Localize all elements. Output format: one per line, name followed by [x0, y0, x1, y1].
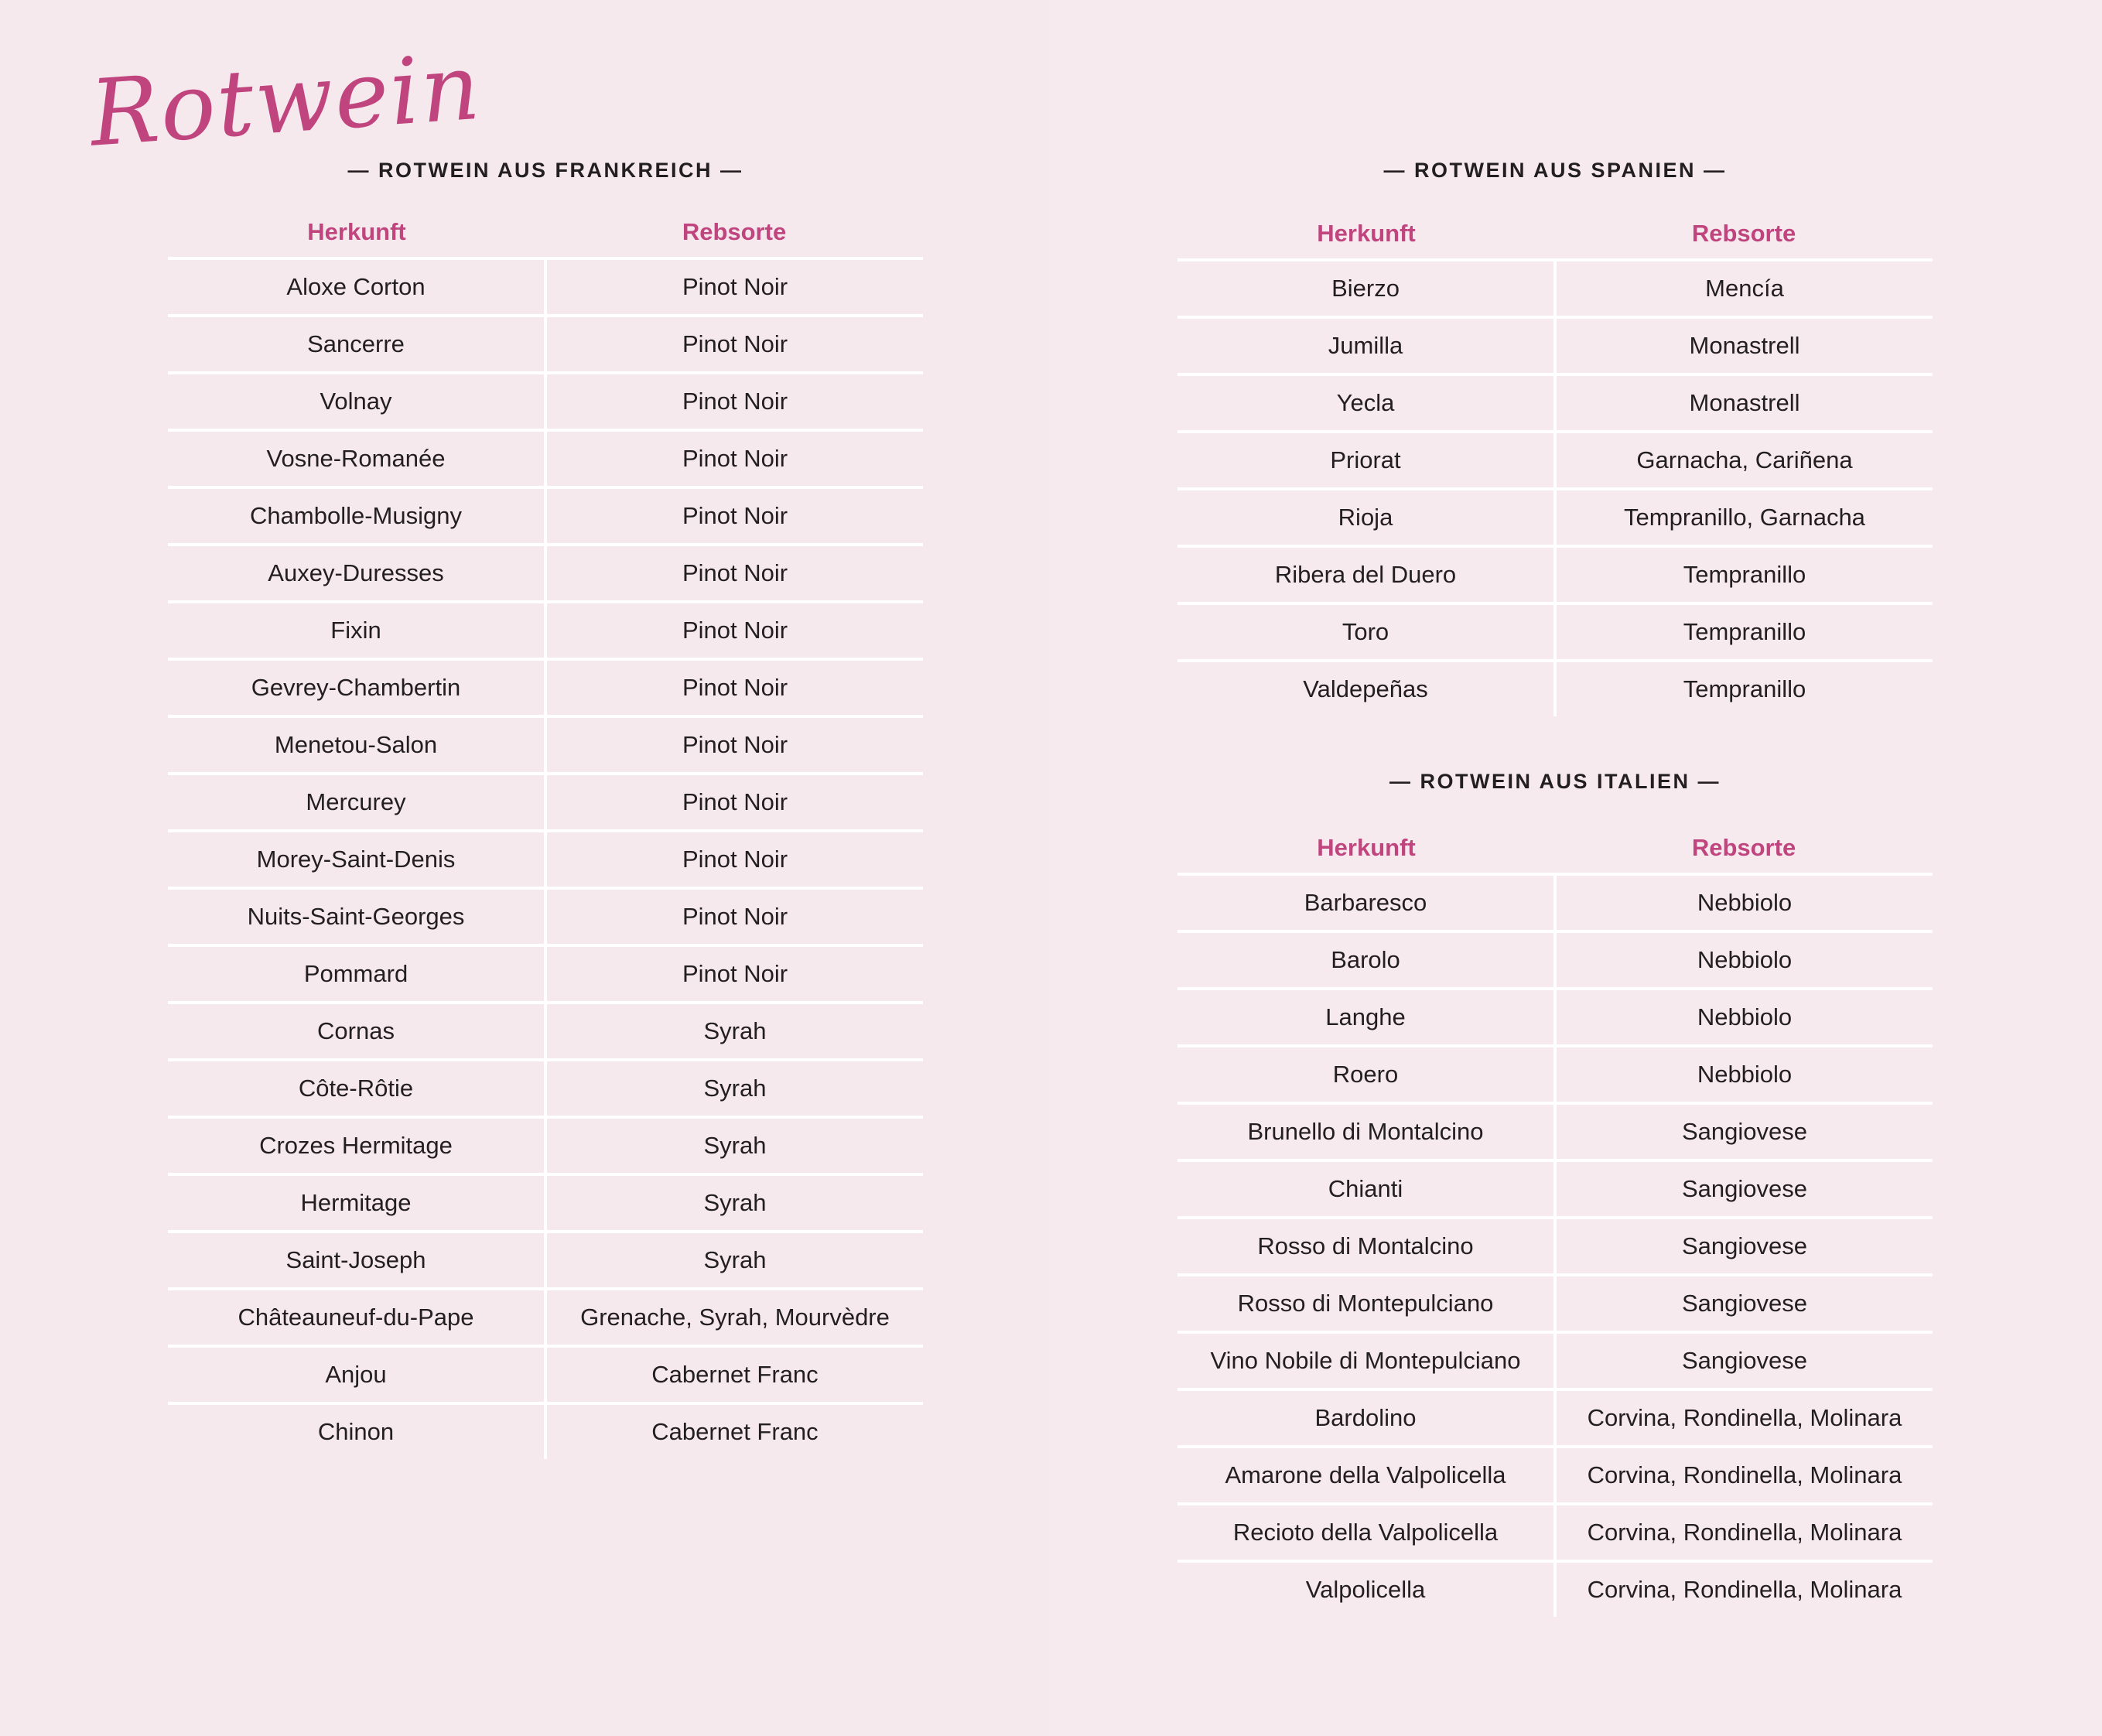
- cell-herkunft: Jumilla: [1177, 317, 1555, 374]
- cell-herkunft: Fixin: [168, 602, 545, 659]
- cell-rebsorte: Monastrell: [1555, 317, 1933, 374]
- cell-herkunft: Nuits-Saint-Georges: [168, 888, 545, 945]
- table-row: [168, 1060, 923, 1117]
- cell-herkunft: Anjou: [168, 1346, 545, 1403]
- table-row: [1177, 931, 1933, 989]
- cell-herkunft: Volnay: [168, 373, 545, 430]
- cell-rebsorte: Syrah: [545, 1232, 923, 1289]
- table-france: [168, 207, 923, 1459]
- table-row: [168, 1003, 923, 1060]
- cell-herkunft: Rosso di Montepulciano: [1177, 1275, 1555, 1332]
- table-row: [1177, 874, 1933, 931]
- cell-herkunft: Crozes Hermitage: [168, 1117, 545, 1174]
- cell-herkunft: Toro: [1177, 603, 1555, 661]
- cell-rebsorte: Pinot Noir: [545, 545, 923, 602]
- cell-rebsorte: Syrah: [545, 1174, 923, 1232]
- cell-rebsorte: Sangiovese: [1555, 1103, 1933, 1160]
- cell-herkunft: Valdepeñas: [1177, 661, 1555, 716]
- cell-herkunft: Ribera del Duero: [1177, 546, 1555, 603]
- cell-rebsorte: Syrah: [545, 1060, 923, 1117]
- cell-rebsorte: Sangiovese: [1555, 1160, 1933, 1218]
- cell-herkunft: Chambolle-Musigny: [168, 487, 545, 545]
- cell-rebsorte: Sangiovese: [1555, 1218, 1933, 1275]
- cell-herkunft: Roero: [1177, 1046, 1555, 1103]
- cell-herkunft: Aloxe Corton: [168, 258, 545, 316]
- cell-rebsorte: Pinot Noir: [545, 316, 923, 373]
- table-row: [1177, 1218, 1933, 1275]
- table-row: [168, 258, 923, 316]
- cell-herkunft: Recioto della Valpolicella: [1177, 1504, 1555, 1561]
- cell-rebsorte: Nebbiolo: [1555, 1046, 1933, 1103]
- cell-rebsorte: Nebbiolo: [1555, 931, 1933, 989]
- cell-herkunft: Morey-Saint-Denis: [168, 831, 545, 888]
- table-row: [1177, 489, 1933, 546]
- table-row: [1177, 317, 1933, 374]
- cell-herkunft: Mercurey: [168, 774, 545, 831]
- cell-herkunft: Langhe: [1177, 989, 1555, 1046]
- table-row: [168, 716, 923, 774]
- cell-rebsorte: Nebbiolo: [1555, 989, 1933, 1046]
- cell-rebsorte: Mencía: [1555, 260, 1933, 317]
- cell-rebsorte: Tempranillo, Garnacha: [1555, 489, 1933, 546]
- table-row: [168, 888, 923, 945]
- cell-rebsorte: Cabernet Franc: [545, 1346, 923, 1403]
- column-header-herkunft: Herkunft: [168, 207, 545, 258]
- table-row: [1177, 1103, 1933, 1160]
- table-row: [1177, 661, 1933, 716]
- cell-rebsorte: Corvina, Rondinella, Molinara: [1555, 1504, 1933, 1561]
- cell-rebsorte: Pinot Noir: [545, 602, 923, 659]
- cell-herkunft: Amarone della Valpolicella: [1177, 1447, 1555, 1504]
- cell-herkunft: Barolo: [1177, 931, 1555, 989]
- cell-rebsorte: Pinot Noir: [545, 888, 923, 945]
- section-title-italy: — ROTWEIN AUS ITALIEN —: [1389, 770, 1721, 793]
- table-row: [168, 602, 923, 659]
- column-header-rebsorte: Rebsorte: [1555, 823, 1933, 874]
- cell-herkunft: Auxey-Duresses: [168, 545, 545, 602]
- table-row: [1177, 546, 1933, 603]
- table-row: [168, 373, 923, 430]
- table-row: [168, 774, 923, 831]
- cell-rebsorte: Syrah: [545, 1003, 923, 1060]
- cell-herkunft: Côte-Rôtie: [168, 1060, 545, 1117]
- cell-herkunft: Sancerre: [168, 316, 545, 373]
- cell-herkunft: Gevrey-Chambertin: [168, 659, 545, 716]
- cell-rebsorte: Corvina, Rondinella, Molinara: [1555, 1447, 1933, 1504]
- cell-herkunft: Bierzo: [1177, 260, 1555, 317]
- table-row: [1177, 432, 1933, 489]
- cell-herkunft: Valpolicella: [1177, 1561, 1555, 1617]
- cell-rebsorte: Sangiovese: [1555, 1275, 1933, 1332]
- cell-rebsorte: Cabernet Franc: [651, 1418, 819, 1445]
- table-row: [168, 430, 923, 487]
- table-row: [1177, 374, 1933, 432]
- table-row: [1177, 1504, 1933, 1561]
- cell-herkunft: Menetou-Salon: [168, 716, 545, 774]
- table-row: [1177, 989, 1933, 1046]
- cell-rebsorte: Tempranillo: [1555, 603, 1933, 661]
- cell-rebsorte: Garnacha, Cariñena: [1555, 432, 1933, 489]
- cell-herkunft: Rosso di Montalcino: [1177, 1218, 1555, 1275]
- table-spain: [1177, 209, 1933, 716]
- cell-herkunft: Saint-Joseph: [168, 1232, 545, 1289]
- cell-rebsorte: Grenache, Syrah, Mourvèdre: [545, 1289, 923, 1346]
- cell-rebsorte: Tempranillo: [1683, 675, 1806, 702]
- cell-herkunft: Châteauneuf-du-Pape: [168, 1289, 545, 1346]
- column-header-rebsorte: Rebsorte: [1555, 209, 1933, 260]
- table-row: [168, 487, 923, 545]
- cell-herkunft: Brunello di Montalcino: [1177, 1103, 1555, 1160]
- table-row: [1177, 603, 1933, 661]
- table-row: [168, 1174, 923, 1232]
- cell-herkunft: Hermitage: [168, 1174, 545, 1232]
- section-title-spain: — ROTWEIN AUS SPANIEN —: [1383, 159, 1727, 182]
- cell-rebsorte: Pinot Noir: [545, 487, 923, 545]
- table-row: [1177, 1160, 1933, 1218]
- cell-herkunft: Chinon: [168, 1403, 545, 1459]
- table-row: [168, 1289, 923, 1346]
- column-header-herkunft: Herkunft: [1177, 823, 1555, 874]
- table-row: [168, 1117, 923, 1174]
- cell-rebsorte: Syrah: [545, 1117, 923, 1174]
- table-italy: [1177, 823, 1933, 1617]
- table-row: [1177, 1561, 1933, 1617]
- cell-herkunft: Pommard: [168, 945, 545, 1003]
- column-header-rebsorte: Rebsorte: [545, 207, 923, 258]
- cell-herkunft: Vosne-Romanée: [168, 430, 545, 487]
- cell-herkunft: Bardolino: [1177, 1389, 1555, 1447]
- table-row: [168, 1346, 923, 1403]
- cell-rebsorte: Corvina, Rondinella, Molinara: [1555, 1389, 1933, 1447]
- cell-rebsorte: Pinot Noir: [545, 716, 923, 774]
- table-row: [168, 945, 923, 1003]
- table-row: [168, 1232, 923, 1289]
- cell-herkunft: Barbaresco: [1177, 874, 1555, 931]
- cell-herkunft: Yecla: [1177, 374, 1555, 432]
- column-header-herkunft: Herkunft: [1177, 209, 1555, 260]
- table-row: [1177, 1275, 1933, 1332]
- cell-rebsorte: Sangiovese: [1555, 1332, 1933, 1389]
- table-row: [1177, 1389, 1933, 1447]
- cell-herkunft: Vino Nobile di Montepulciano: [1177, 1332, 1555, 1389]
- page-title: Rotwein: [87, 32, 485, 167]
- cell-herkunft: Cornas: [168, 1003, 545, 1060]
- cell-rebsorte: Pinot Noir: [545, 774, 923, 831]
- table-row: [1177, 1332, 1933, 1389]
- table-row: [1177, 1447, 1933, 1504]
- cell-rebsorte: Nebbiolo: [1555, 874, 1933, 931]
- cell-herkunft: Chianti: [1177, 1160, 1555, 1218]
- section-title-france: — ROTWEIN AUS FRANKREICH —: [347, 159, 743, 182]
- cell-rebsorte: Monastrell: [1555, 374, 1933, 432]
- table-row: [168, 659, 923, 716]
- cell-rebsorte: Pinot Noir: [545, 258, 923, 316]
- cell-rebsorte: Pinot Noir: [545, 659, 923, 716]
- table-row: [168, 545, 923, 602]
- table-row: [168, 1403, 923, 1459]
- cell-rebsorte: Tempranillo: [1555, 546, 1933, 603]
- table-row: [1177, 260, 1933, 317]
- table-row: [168, 316, 923, 373]
- cell-rebsorte: Pinot Noir: [545, 430, 923, 487]
- table-row: [1177, 1046, 1933, 1103]
- cell-rebsorte: Pinot Noir: [545, 945, 923, 1003]
- cell-herkunft: Rioja: [1177, 489, 1555, 546]
- cell-rebsorte: Pinot Noir: [545, 831, 923, 888]
- cell-rebsorte: Pinot Noir: [545, 373, 923, 430]
- cell-rebsorte: Corvina, Rondinella, Molinara: [1587, 1576, 1902, 1603]
- cell-herkunft: Priorat: [1177, 432, 1555, 489]
- table-row: [168, 831, 923, 888]
